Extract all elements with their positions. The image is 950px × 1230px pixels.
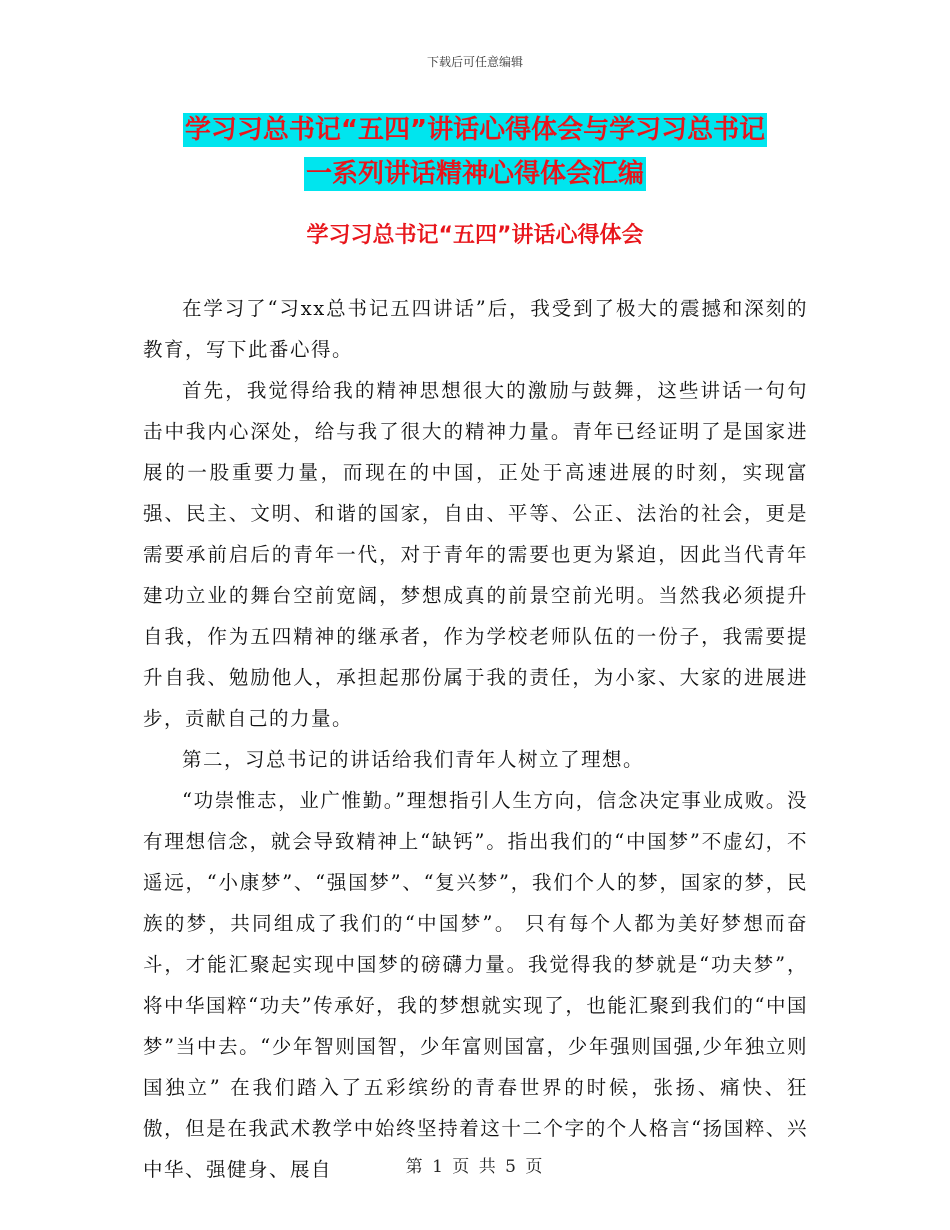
paragraph: “功崇惟志，业广惟勤。”理想指引人生方向，信念决定事业成败。没有理想信念，就会导致精神上“缺钙”。指出我们的“中国梦”不虚幻，不遥远，“小康梦”、“强国梦”、“复兴梦”，我们个人的梦，国家的梦，民族的梦，共同组成了我们的“中国梦”。 只有每个人都为美好梦想而奋斗，才能汇聚起实现中国梦的磅礴力量。我觉得我的梦就是“功夫梦”，将中华国粹“功夫”传承好，我的梦想就实现了，也能汇聚到我们的“中国梦”当中去。“少年智则国智，少年富则国富，少年强则国强,少年独立则国独立” 在我们踏入了五彩缤纷的青春世界的时候，张扬、痛快、狂傲，但是在我武术教学中始终坚持着这十二个字的个人格言“扬国粹、兴中华、强健身、展自 bbox=[143, 789, 808, 1181]
main-title-line2 bbox=[0, 152, 950, 196]
paragraph: 第二，习总书记的讲话给我们青年人树立了理想。 bbox=[182, 748, 645, 771]
paragraph: 首先，我觉得给我的精神思想很大的激励与鼓舞，这些讲话一句句击中我内心深处，给与我了很大的精神力量。青年已经证明了是国家进展的一股重要力量，而现在的中国，正处于高速进展的时刻，实现富强、民主、文明、和谐的国家，自由、平等、公正、法治的社会，更是需要承前启后的青年一代，对于青年的需要也更为紧迫，因此当代青年建功立业的舞台空前宽阔，梦想成真的前景空前光明。当然我必须提升自我，作为五四精神的继承者，作为学校老师队伍的一份子，我需要提升自我、勉励他人，承担起那份属于我的责任，为小家、大家的进展进步，贡献自己的力量。 bbox=[143, 379, 808, 730]
section-subtitle: 学习习总书记“五四”讲话心得体会 bbox=[306, 223, 644, 248]
main-title-line1 bbox=[0, 108, 950, 152]
main-title-line1-text: 学习习总书记“五四”讲话心得体会与学习习总书记 bbox=[184, 115, 766, 145]
page-footer: 第 1 页 共 5 页 bbox=[405, 1157, 545, 1177]
body-text bbox=[143, 288, 808, 1190]
header-note: 下载后可任意编辑 bbox=[426, 55, 523, 69]
main-title-line2-text: 一系列讲话精神心得体会汇编 bbox=[305, 159, 644, 189]
paragraph: 在学习了“习xx总书记五四讲话”后，我受到了极大的震撼和深刻的教育，写下此番心得。 bbox=[143, 297, 808, 361]
